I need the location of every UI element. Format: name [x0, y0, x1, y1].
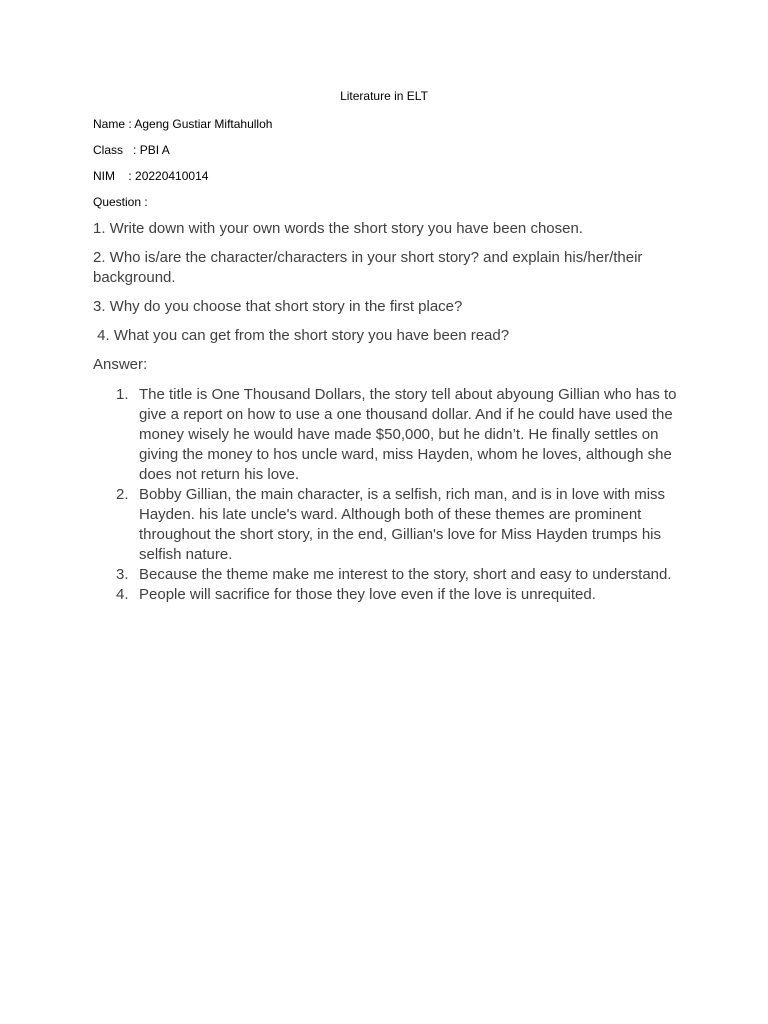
answer-text: People will sacrifice for those they love even if the love is unrequited. — [139, 586, 596, 603]
question-label: Question — [93, 195, 142, 209]
name-separator: : — [125, 117, 135, 131]
question-heading — [93, 194, 148, 210]
question-separator: : — [141, 195, 148, 209]
answer-text: Bobby Gillian, the main character, is a selfish, rich man, and is in love with miss Hayden. his late uncle's ward. Although both of these themes are prominent throughout the short story, in the end, Gillian's love for Miss Hayden trumps his selfish nature. — [139, 486, 666, 563]
answer-item — [93, 385, 683, 485]
nim-value: 20220410014 — [135, 169, 209, 183]
question-3: 3. Why do you choose that short story in the first place? — [93, 298, 463, 315]
question-4: 4. What you can get from the short story you have been read? — [93, 327, 510, 344]
answer-number: 2. — [116, 486, 129, 503]
answer-number: 3. — [116, 566, 129, 583]
answer-list — [93, 385, 683, 605]
answer-label: Answer: — [93, 356, 148, 373]
nim-label: NIM — [93, 169, 115, 183]
question-1: 1. Write down with your own words the short story you have been chosen. — [93, 220, 583, 237]
answer-number: 4. — [116, 586, 129, 603]
nim-line — [93, 168, 208, 184]
class-label: Class — [93, 143, 124, 157]
class-value: PBI A — [139, 143, 170, 157]
answer-item — [93, 585, 683, 605]
answer-number: 1. — [116, 386, 129, 403]
answer-text: The title is One Thousand Dollars, the story tell about abyoung Gillian who has to give a report on how to use a one thousand dollar. And if he could have used the money wisely he would have made $50,000, but he didn’t. He finally settles on giving the money to hos uncle ward, miss Hayden, whom he loves, although she does not return his love. — [139, 386, 677, 483]
answer-item — [93, 485, 683, 565]
name-value: Ageng Gustiar Miftahulloh — [134, 117, 273, 131]
answer-item — [93, 565, 683, 585]
answer-text: Because the theme make me interest to the story, short and easy to understand. — [139, 566, 672, 583]
class-separator: : — [123, 143, 140, 157]
name-label: Name — [93, 117, 126, 131]
name-line — [93, 116, 272, 132]
nim-separator: : — [115, 169, 136, 183]
class-line — [93, 142, 170, 158]
document-title: Literature in ELT — [340, 89, 428, 103]
question-2: 2. Who is/are the character/characters in your short story? and explain his/her/their background. — [93, 249, 643, 286]
